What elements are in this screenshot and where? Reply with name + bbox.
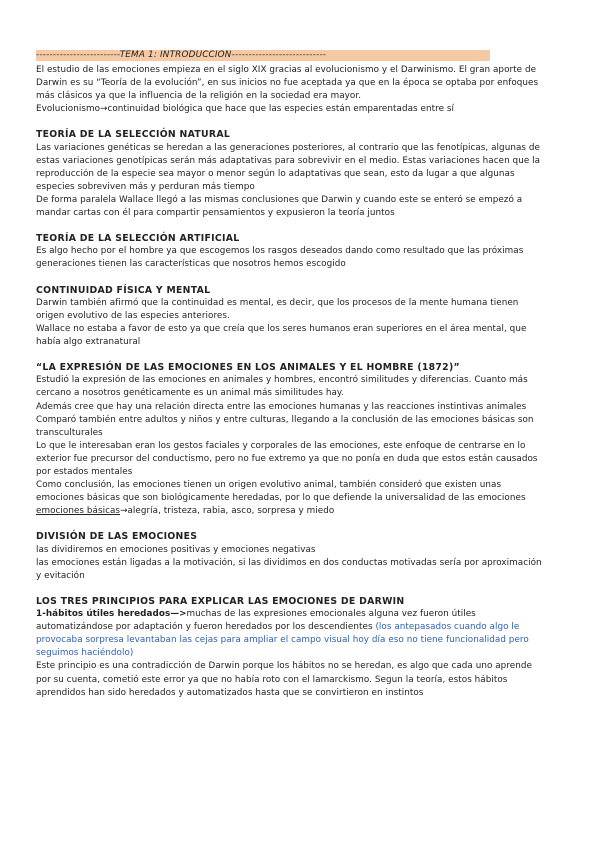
section-paragraph: Además cree que hay una relación directa entre las emociones humanas y las reacciones instintivas animales	[36, 401, 527, 412]
section-heading: TEORÍA DE LA SELECCIÓN ARTIFICIAL	[36, 233, 240, 245]
section-paragraph: Este principio es una contradicción de Darwin porque los hábitos no se heredan, es algo que cada uno aprende por su cuenta, cometió este error ya que no había roto con el lamarckismo. Segun la teoría, estos hábitos aprendidos han sido heredados y automatizados hasta que se convirtieron en instintos	[36, 661, 532, 698]
principle-text: muchas de las expresiones emocionales alguna vez fueron útiles automatizándose por adaptación y fueron heredados por los descendientes	[36, 609, 476, 633]
basic-emotions-list: →alegría, tristeza, rabia, asco, sorpresa y miedo	[120, 506, 335, 517]
section-paragraph: Estudió la expresión de las emociones en animales y hombres, encontró similitudes y diferencias. Cuanto más cercano a nosotros genéticamente es un animal más similitudes hay.	[36, 375, 528, 399]
section-heading: TEORÍA DE LA SELECCIÓN NATURAL	[36, 129, 231, 141]
section-paragraph: Wallace no estaba a favor de esto ya que creía que los seres humanos eran superiores en el área mental, que había algo extranatural	[36, 323, 527, 348]
intro-paragraph: El estudio de las emociones empieza en el siglo XIX gracias al evolucionismo y el Darwinismo. El gran aporte de Darwin es su “Teoría de la evolución”, en sus inicios no fue aceptada ya que en la época se optaba por enfoques más clásicos ya que la influencia de la religión en la sociedad era mayor.	[36, 65, 539, 102]
section-heading: CONTINUIDAD FÍSICA Y MENTAL	[36, 284, 211, 296]
chapter-banner: -------------------------TEMA 1: INTRODUCCIÓN----------------------------	[36, 50, 490, 61]
principle-paragraph	[36, 608, 542, 660]
section-heading: “LA EXPRESIÓN DE LAS EMOCIONES EN LOS ANIMALES Y EL HOMBRE (1872)”	[36, 362, 460, 374]
section-paragraph: Darwin también afirmó que la continuidad es mental, es decir, que los procesos de la mente humana tienen origen evolutivo de las especies anteriores.	[36, 297, 519, 321]
section-paragraph: Es algo hecho por el hombre ya que escogemos los rasgos deseados dando como resultado que las próximas generaciones tienen las características que nosotros hemos escogido	[36, 246, 524, 270]
principle-example: (los antepasados cuando algo le provocaba sorpresa levantaban las cejas para ampliar el campo visual hoy día eso no tiene funcionalidad pero seguimos haciéndolo)	[36, 622, 529, 659]
section-paragraph: las dividiremos en emociones positivas y emociones negativas	[36, 544, 316, 555]
principle-arrow: —>	[170, 609, 187, 620]
section-paragraph: Como conclusión, las emociones tienen un origen evolutivo animal, también consideró que existen unas emociones básicas que son biológicamente heredadas, por lo que defiende la universalidad de las emociones	[36, 480, 526, 504]
section-paragraph: Lo que le interesaban eran los gestos faciales y corporales de las emociones, este enfoque de centrarse en lo exterior fue precursor del conductismo, pero no fue extremo ya que no ponía en duda que estos están causados por estados mentales	[36, 440, 538, 477]
basic-emotions-label: emociones básicas	[36, 506, 121, 517]
section-heading: LOS TRES PRINCIPIOS PARA EXPLICAR LAS EMOCIONES DE DARWIN	[36, 595, 405, 607]
section-paragraph: Comparó también entre adultos y niños y entre culturas, llegando a la conclusión de las emociones básicas son transculturales	[36, 414, 534, 438]
basic-emotions-line	[36, 505, 542, 518]
section-paragraph: Las variaciones genéticas se heredan a las generaciones posteriores, al contrario que las fenotípicas, algunas de estas variaciones genotípicas serán más adaptativas para sobrevivir en el medio. Estas variaciones hacen que la reproducción de la especie sea mayor o menor según lo adaptativas que sean, esto da lugar a que algunas especies sobreviven más y perduran más tiempo	[36, 142, 541, 192]
section-heading: DIVISIÓN DE LAS EMOCIONES	[36, 531, 198, 543]
intro-paragraph: Evolucionismo→continuidad biológica que hace que las especies están emparentadas entre sí	[36, 104, 455, 115]
section-paragraph: las emociones están ligadas a la motivación, si las dividimos en dos conductas motivadas sería por aproximación y evitación	[36, 557, 542, 581]
principle-label: 1-hábitos útiles heredados	[36, 609, 171, 620]
section-paragraph: De forma paralela Wallace llegó a las mismas conclusiones que Darwin y cuando este se enteró se empezó a mandar cartas con él para compartir pensamientos y expusieron la teoría juntos	[36, 194, 523, 219]
